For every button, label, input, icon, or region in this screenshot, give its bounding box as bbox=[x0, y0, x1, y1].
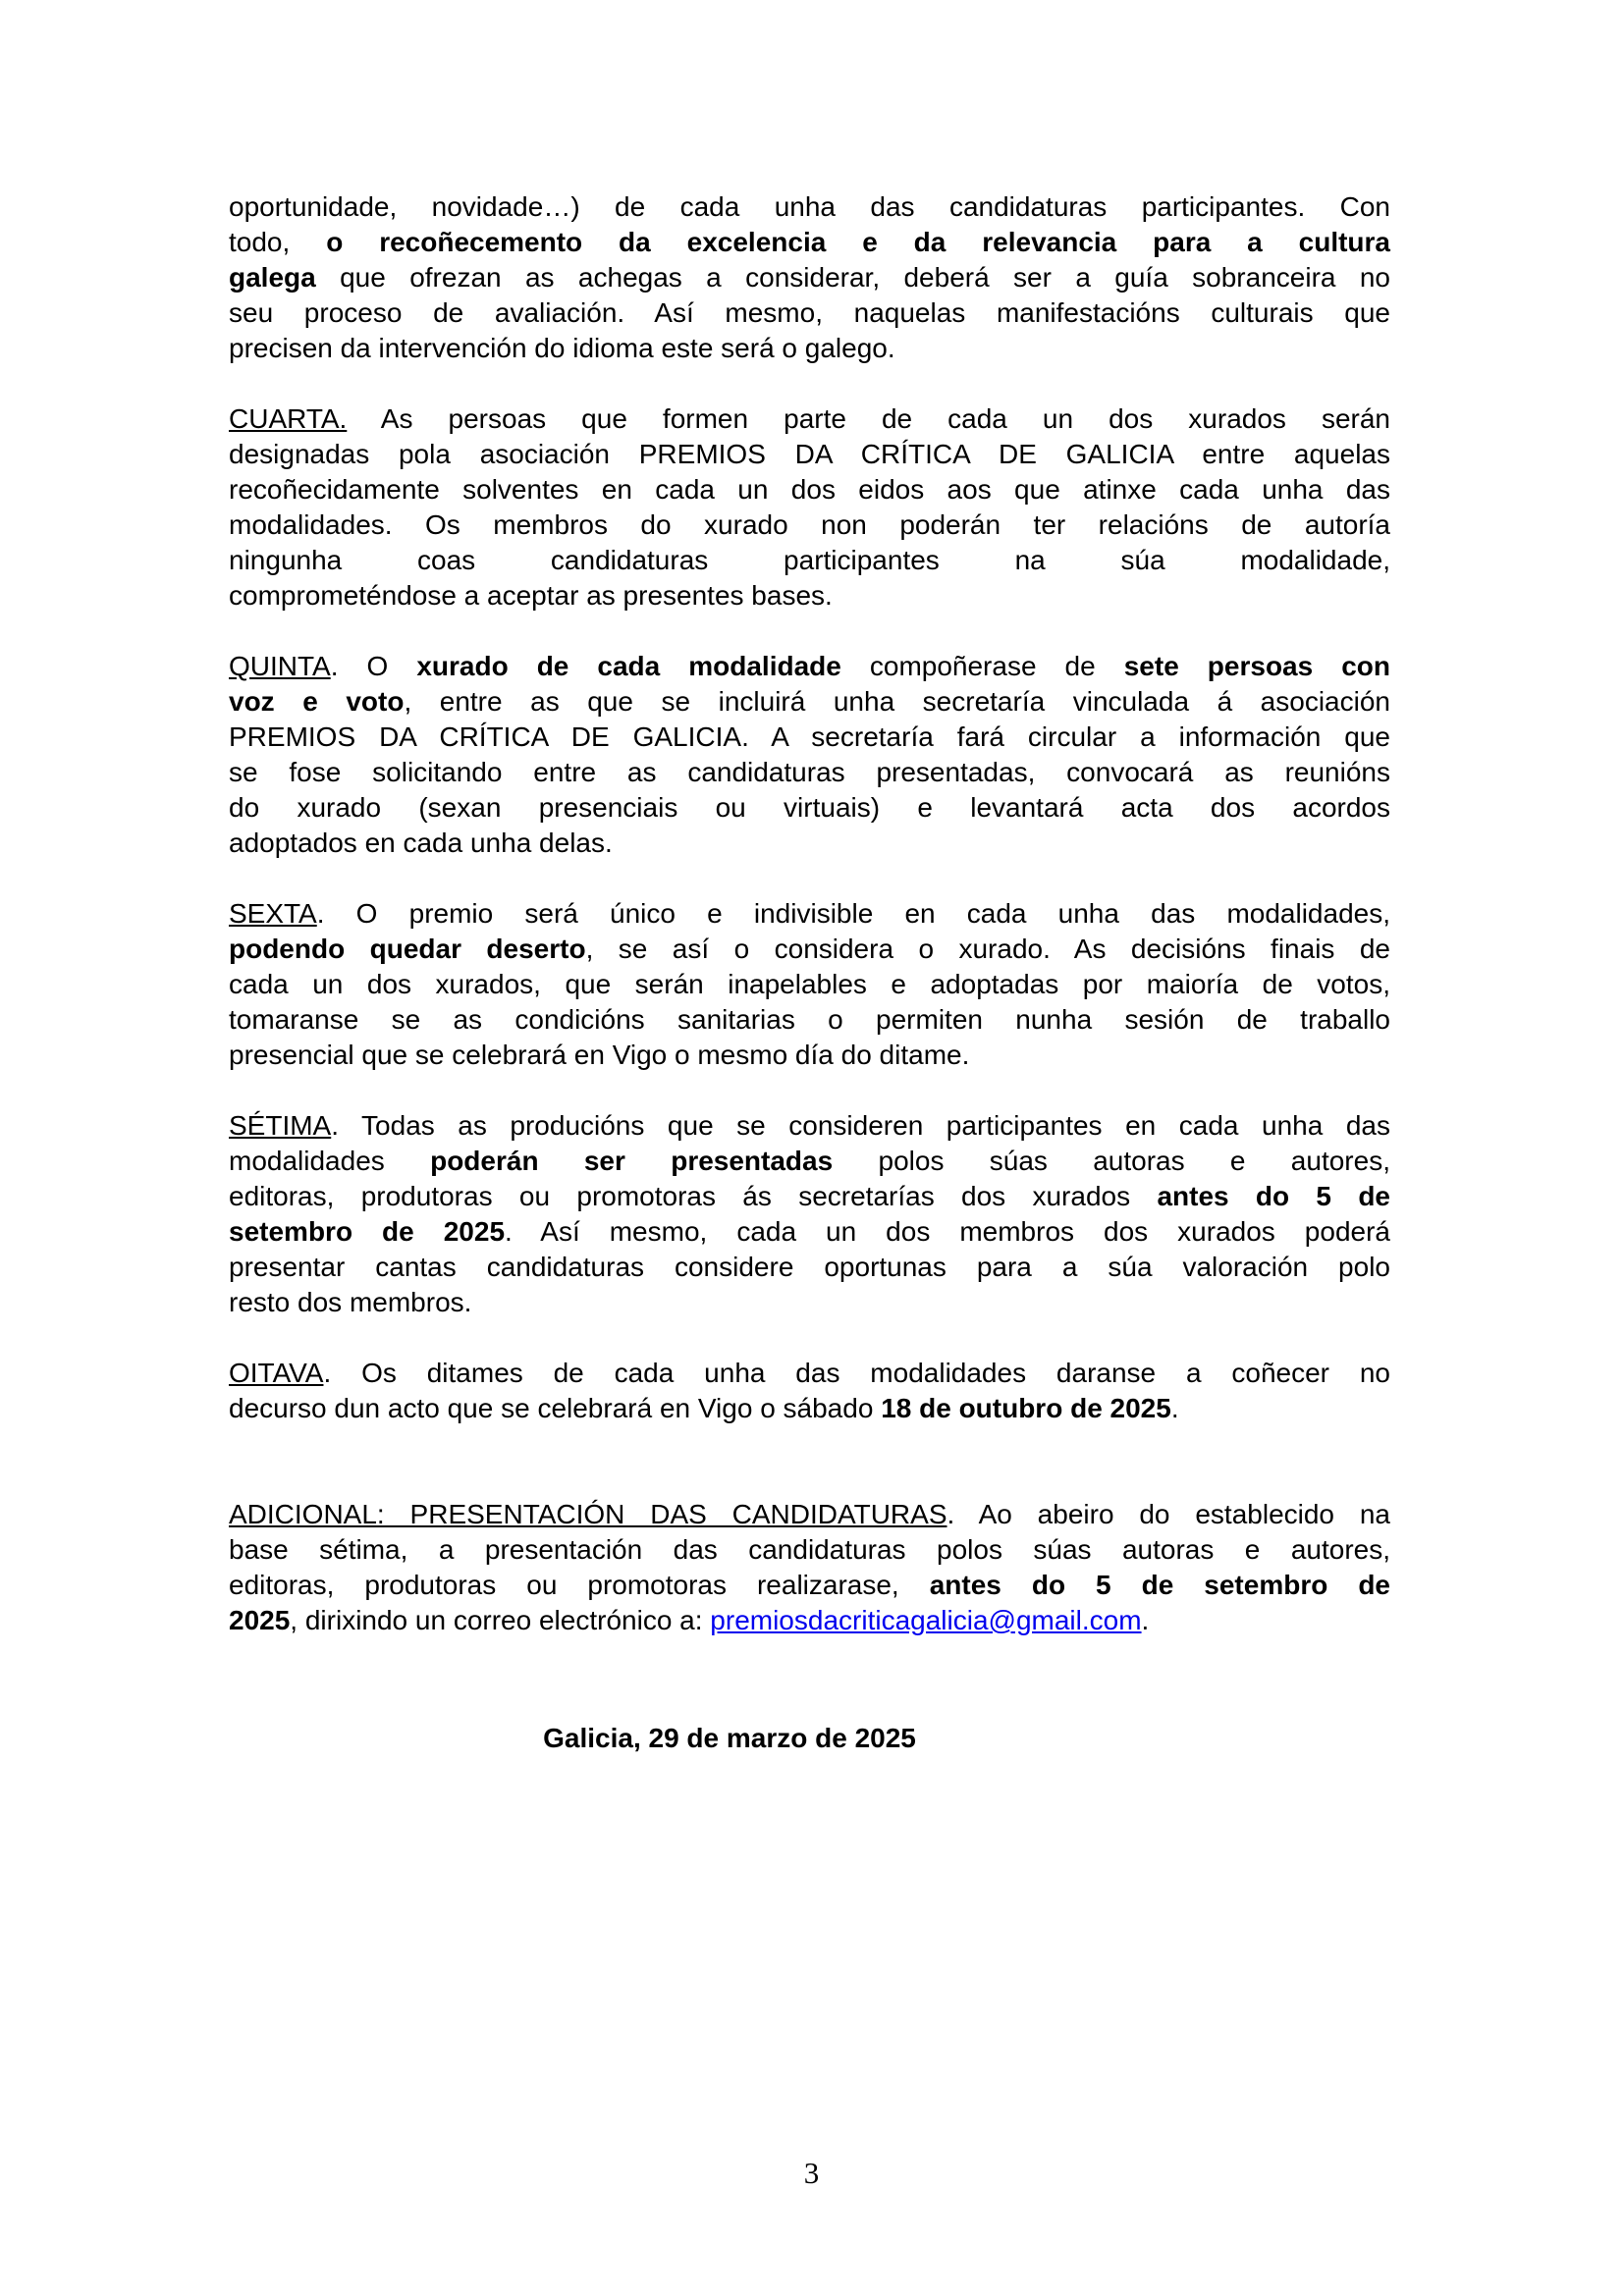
text-segment: se fose solicitando entre as candidaturas presentadas, convocará as reunións bbox=[229, 757, 1390, 787]
paragraph-setima bbox=[229, 1108, 1390, 1320]
document-body bbox=[229, 189, 1390, 1638]
text-line bbox=[229, 967, 1390, 1002]
text-segment: voz e voto bbox=[229, 686, 405, 717]
paragraph-intro-continuation bbox=[229, 189, 1390, 366]
text-segment: resto dos membros. bbox=[229, 1287, 472, 1317]
text-segment: poderán ser presentadas bbox=[430, 1146, 834, 1176]
text-segment: . Todas as producións que se consideren participantes en cada unha das bbox=[331, 1110, 1390, 1141]
text-segment: QUINTA bbox=[229, 651, 331, 681]
text-line bbox=[229, 1285, 1390, 1320]
text-segment: compoñerase de bbox=[840, 651, 1124, 681]
text-line bbox=[229, 1532, 1390, 1568]
paragraph-quinta bbox=[229, 649, 1390, 861]
text-line bbox=[229, 1214, 1390, 1250]
text-segment: editoras, produtoras ou promotoras realizarase, bbox=[229, 1570, 930, 1600]
paragraph-adicional bbox=[229, 1497, 1390, 1638]
email-link[interactable]: premiosdacriticagalicia@gmail.com bbox=[710, 1605, 1142, 1635]
text-segment: ningunha coas candidaturas participantes na súa modalidade, bbox=[229, 545, 1390, 575]
text-segment: sete persoas con bbox=[1123, 651, 1390, 681]
paragraph-sexta bbox=[229, 896, 1390, 1073]
text-segment: editoras, produtoras ou promotoras ás secretarías dos xurados bbox=[229, 1181, 1158, 1211]
text-line bbox=[229, 543, 1390, 578]
text-line bbox=[229, 1179, 1390, 1214]
page-number: 3 bbox=[803, 2156, 820, 2190]
text-segment: base sétima, a presentación das candidaturas polos súas autoras e autores, bbox=[229, 1534, 1390, 1565]
text-segment: . O premio será único e indivisible en cada unha das modalidades, bbox=[316, 898, 1390, 929]
text-segment: OITAVA bbox=[229, 1358, 324, 1388]
text-segment: seu proceso de avaliación. Así mesmo, naquelas manifestacións culturais que bbox=[229, 297, 1390, 328]
text-line bbox=[229, 189, 1390, 225]
text-segment: As persoas que formen parte de cada un dos xurados serán bbox=[347, 403, 1390, 434]
text-line bbox=[229, 790, 1390, 826]
text-segment: . bbox=[1141, 1605, 1150, 1635]
text-segment: . bbox=[1170, 1393, 1179, 1423]
text-line bbox=[229, 331, 1390, 366]
text-segment: polos súas autoras e autores, bbox=[833, 1146, 1390, 1176]
text-line bbox=[229, 720, 1390, 755]
date-line: Galicia, 29 de marzo de 2025 bbox=[543, 1723, 916, 1753]
text-line bbox=[229, 684, 1390, 720]
text-line bbox=[229, 295, 1390, 331]
text-line bbox=[229, 260, 1390, 295]
text-line bbox=[229, 401, 1390, 437]
text-line bbox=[229, 755, 1390, 790]
text-line bbox=[229, 1144, 1390, 1179]
text-segment: todo, bbox=[229, 227, 327, 257]
text-segment: antes do 5 de setembro de bbox=[929, 1570, 1391, 1600]
text-segment: podendo quedar deserto bbox=[229, 934, 586, 964]
text-segment: modalidades. Os membros do xurado non poderán ter relacións de autoría bbox=[229, 509, 1390, 540]
document-content bbox=[229, 189, 1390, 1756]
text-segment: designadas pola asociación PREMIOS DA CRÍTICA DE GALICIA entre aquelas bbox=[229, 439, 1390, 469]
paragraph-oitava bbox=[229, 1356, 1390, 1426]
text-segment: tomaranse se as condicións sanitarias o permiten nunha sesión de traballo bbox=[229, 1004, 1390, 1035]
text-segment: 2025 bbox=[229, 1605, 291, 1635]
text-segment: adoptados en cada unha delas. bbox=[229, 828, 613, 858]
text-line bbox=[229, 826, 1390, 861]
text-line bbox=[229, 649, 1390, 684]
text-segment: o recoñecemento da excelencia e da relevancia para a cultura bbox=[326, 227, 1391, 257]
text-segment: cada un dos xurados, que serán inapelables e adoptadas por maioría de votos, bbox=[229, 969, 1390, 999]
text-line bbox=[229, 1038, 1390, 1073]
text-segment: presencial que se celebrará en Vigo o mesmo día do ditame. bbox=[229, 1040, 970, 1070]
text-line bbox=[229, 1497, 1390, 1532]
text-segment: do xurado (sexan presenciais ou virtuais) e levantará acta dos acordos bbox=[229, 792, 1390, 823]
text-segment: . Así mesmo, cada un dos membros dos xurados poderá bbox=[505, 1216, 1390, 1247]
text-segment: . Os ditames de cada unha das modalidades daranse a coñecer no bbox=[323, 1358, 1390, 1388]
text-line bbox=[229, 472, 1390, 507]
text-segment: . Ao abeiro do establecido na bbox=[947, 1499, 1390, 1529]
text-line bbox=[229, 932, 1390, 967]
text-line bbox=[229, 1250, 1390, 1285]
text-line bbox=[229, 1391, 1390, 1426]
text-line bbox=[229, 896, 1390, 932]
text-segment: xurado de cada modalidade bbox=[416, 651, 841, 681]
text-segment: precisen da intervención do idioma este será o galego. bbox=[229, 333, 895, 363]
text-segment: SEXTA bbox=[229, 898, 317, 929]
text-line bbox=[229, 1356, 1390, 1391]
text-segment: SÉTIMA bbox=[229, 1110, 332, 1141]
text-line bbox=[229, 437, 1390, 472]
text-segment: 18 de outubro de 2025 bbox=[881, 1393, 1171, 1423]
text-segment: , dirixindo un correo electrónico a: bbox=[290, 1605, 711, 1635]
paragraph-cuarta bbox=[229, 401, 1390, 614]
text-segment: galega bbox=[229, 262, 316, 293]
text-line bbox=[229, 1108, 1390, 1144]
text-segment: antes do 5 de bbox=[1157, 1181, 1391, 1211]
text-line bbox=[229, 1002, 1390, 1038]
text-segment: recoñecidamente solventes en cada un dos eidos aos que atinxe cada unha das bbox=[229, 474, 1390, 505]
text-line bbox=[229, 1603, 1390, 1638]
text-segment: CUARTA. bbox=[229, 403, 348, 434]
text-line bbox=[229, 507, 1390, 543]
text-segment: decurso dun acto que se celebrará en Vigo o sábado bbox=[229, 1393, 882, 1423]
text-line bbox=[229, 1568, 1390, 1603]
text-segment: comprometéndose a aceptar as presentes bases. bbox=[229, 580, 833, 611]
text-segment: PREMIOS DA CRÍTICA DE GALICIA. A secretaría fará circular a información que bbox=[229, 721, 1390, 752]
text-line bbox=[229, 225, 1390, 260]
text-segment: , se así o considera o xurado. As decisións finais de bbox=[585, 934, 1391, 964]
text-segment: presentar cantas candidaturas considere oportunas para a súa valoración polo bbox=[229, 1252, 1390, 1282]
text-segment: ADICIONAL: PRESENTACIÓN DAS CANDIDATURAS bbox=[229, 1499, 947, 1529]
text-segment: oportunidade, novidade…) de cada unha das candidaturas participantes. Con bbox=[229, 191, 1390, 222]
text-segment: modalidades bbox=[229, 1146, 431, 1176]
text-segment: setembro de 2025 bbox=[229, 1216, 506, 1247]
text-line bbox=[229, 578, 1390, 614]
text-segment: que ofrezan as achegas a considerar, deberá ser a guía sobranceira no bbox=[315, 262, 1390, 293]
text-segment: . O bbox=[330, 651, 417, 681]
text-segment: , entre as que se incluirá unha secretaría vinculada á asociación bbox=[404, 686, 1390, 717]
